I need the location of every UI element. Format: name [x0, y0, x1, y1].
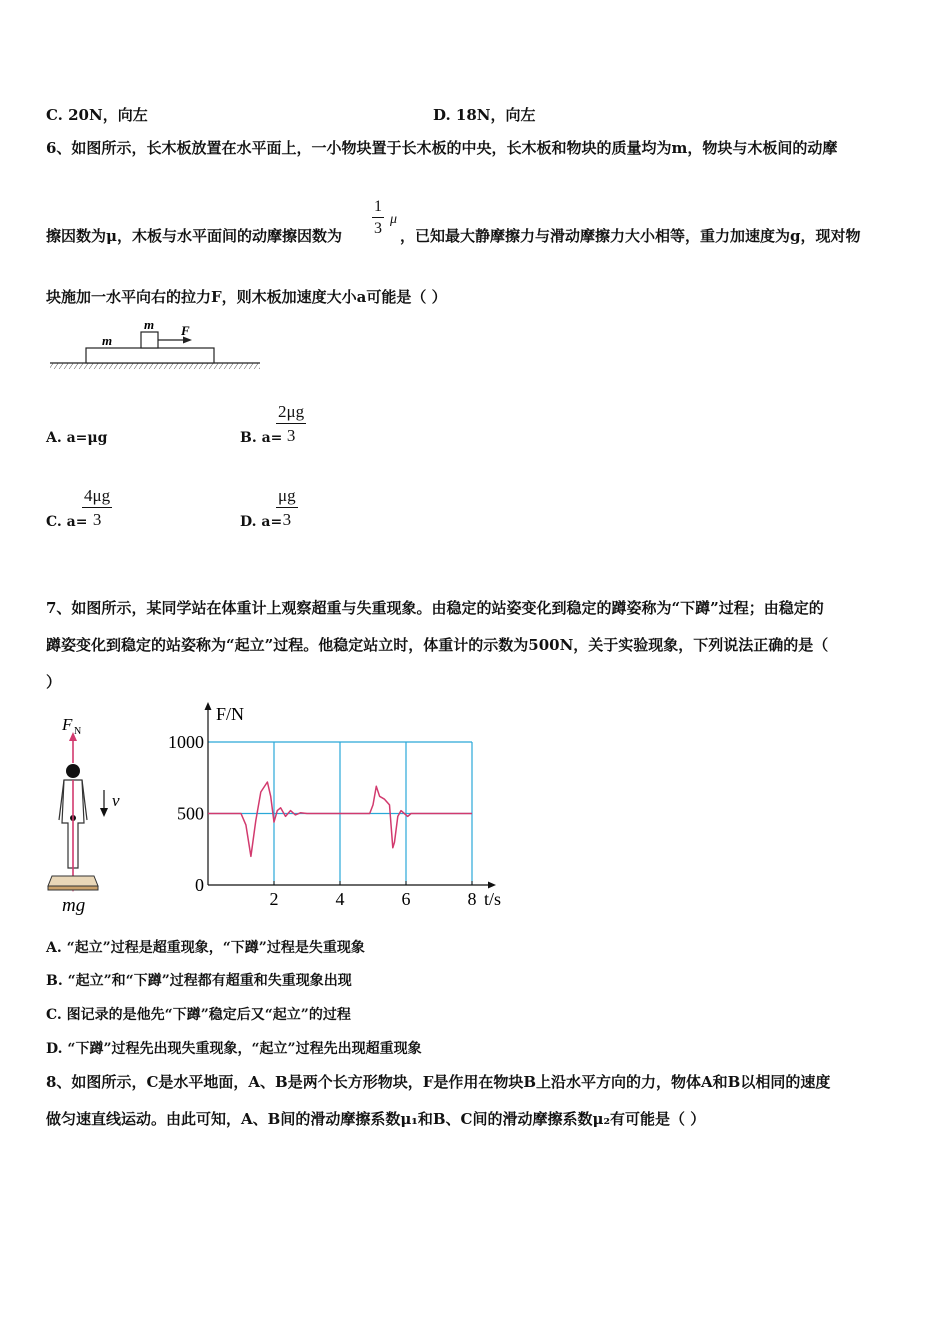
normal-force-subscript: N — [74, 726, 82, 737]
person-head — [66, 764, 80, 778]
q6-board-block-figure — [46, 316, 264, 372]
fraction-denominator: 3 — [282, 510, 292, 529]
x-tick-label: 6 — [401, 889, 411, 909]
gravity-label: mg — [62, 895, 86, 916]
q6-option-c-prefix: C. a= — [46, 514, 88, 530]
q6-mu-fraction — [372, 198, 384, 238]
q7-person-figure — [40, 708, 140, 918]
x-axis-label: t/s — [484, 889, 502, 909]
block-mass-label: m — [144, 317, 155, 332]
q6-stem-line3: 块施加一水平向右的拉力F，则木板加速度大小a可能是（ ） — [46, 288, 447, 306]
q6-option-b-fraction — [276, 402, 306, 446]
q7-option-b: B. “起立”和“下蹲”过程都有超重和失重现象出现 — [46, 973, 352, 989]
q6-stem-line2-post: ，已知最大静摩擦力与滑动摩擦力大小相等，重力加速度为g，现对物 — [400, 227, 861, 245]
q6-stem-line1: 6、如图所示，长木板放置在水平面上，一小物块置于长木板的中央，长木板和物块的质量均为m，物块与木板间的动摩 — [46, 139, 838, 157]
q5-option-c: C. 20N，向左 — [46, 106, 148, 124]
q8-stem-line2: 做匀速直线运动。由此可知，A、B间的滑动摩擦系数μ₁和B、C间的滑动摩擦系数μ₂有可能是（ ） — [46, 1110, 706, 1128]
y-tick-label: 1000 — [168, 732, 204, 752]
q5-option-d: D. 18N，向左 — [433, 106, 536, 124]
x-tick-label: 2 — [269, 889, 279, 909]
q6-mu-symbol: μ — [390, 212, 398, 227]
fraction-numerator: 4μg — [82, 486, 112, 508]
scale-top — [48, 876, 98, 886]
q6-option-d-prefix: D. a= — [240, 514, 283, 530]
long-board — [86, 348, 214, 363]
x-tick-label: 4 — [335, 889, 345, 909]
scale-base — [48, 886, 98, 890]
velocity-label: v — [112, 791, 120, 810]
q7-option-a: A. “起立”过程是超重现象，“下蹲”过程是失重现象 — [46, 940, 365, 956]
x-axis-arrowhead — [488, 882, 496, 889]
y-tick-label: 500 — [177, 803, 204, 824]
fraction-denominator: 3 — [374, 220, 382, 237]
small-block — [141, 332, 158, 348]
fraction-numerator: 1 — [372, 198, 384, 218]
q6-option-d-fraction — [276, 486, 298, 530]
force-label: F — [181, 323, 190, 338]
fraction-denominator: 3 — [286, 426, 296, 445]
q7-option-c: C. 图记录的是他先“下蹲”稳定后又“起立”的过程 — [46, 1007, 351, 1023]
q7-stem-line3: ） — [46, 673, 62, 691]
x-tick-label: 8 — [467, 889, 477, 909]
y-tick-label: 0 — [195, 875, 204, 895]
q6-option-a: A. a=μg — [46, 430, 108, 446]
normal-force-label: F — [62, 715, 73, 734]
fraction-denominator: 3 — [92, 510, 102, 529]
q6-option-c-fraction — [82, 486, 112, 530]
force-time-chart — [160, 700, 520, 915]
q7-stem-line1: 7、如图所示，某同学站在体重计上观察超重与失重现象。由稳定的站姿变化到稳定的蹲姿称为“下蹲”过程；由稳定的 — [46, 599, 824, 617]
fraction-numerator: 2μg — [276, 402, 306, 424]
q6-option-b-prefix: B. a= — [240, 430, 283, 446]
q8-stem-line1: 8、如图所示，C是水平地面，A、B是两个长方形物块，F是作用在物块B上沿水平方向的力，物体A和B以相同的速度 — [46, 1073, 831, 1091]
board-mass-label: m — [102, 333, 113, 348]
ground-hatching — [50, 363, 260, 369]
q7-option-d: D. “下蹲”过程先出现失重现象，“起立”过程先出现超重现象 — [46, 1041, 422, 1057]
y-axis-label: F/N — [216, 704, 245, 724]
velocity-arrowhead — [100, 808, 108, 817]
q7-stem-line2: 蹲姿变化到稳定的站姿称为“起立”过程。他稳定站立时，体重计的示数为500N，关于实验现象，下列说法正确的是（ — [46, 636, 829, 654]
y-axis-arrowhead — [205, 702, 212, 710]
fraction-numerator: μg — [276, 486, 298, 508]
q6-stem-line2-pre: 擦因数为μ，木板与水平面间的动摩擦因数为 — [46, 227, 342, 245]
